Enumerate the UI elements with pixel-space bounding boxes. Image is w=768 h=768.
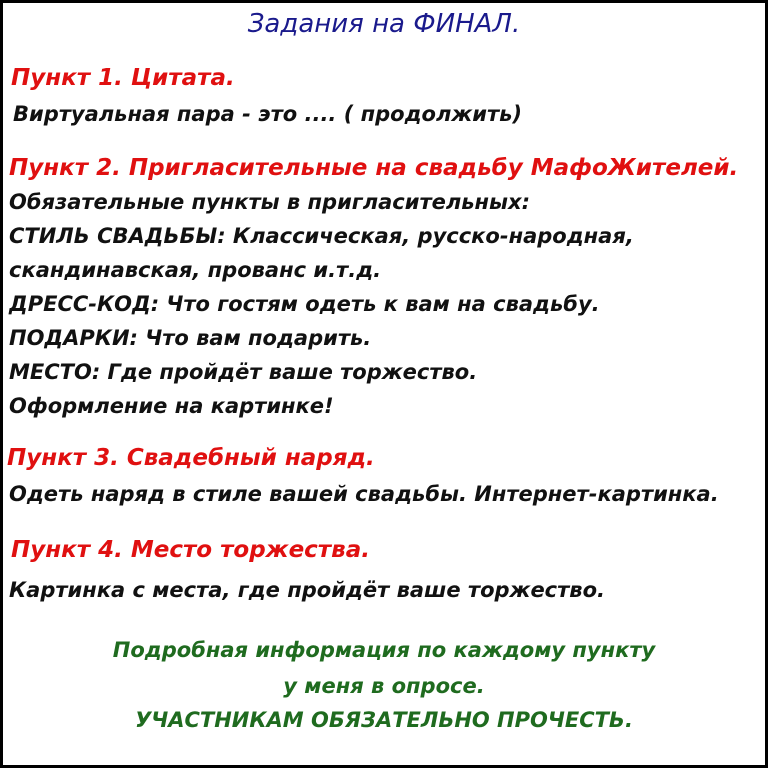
section-2-line-7: Оформление на картинке!	[9, 394, 334, 418]
section-3-line-1: Одеть наряд в стиле вашей свадьбы. Интернет-картинка.	[9, 482, 719, 506]
section-2-heading: Пункт 2. Пригласительные на свадьбу МафоЖителей.	[9, 155, 739, 181]
footer-line-1: Подробная информация по каждому пункту	[112, 638, 656, 662]
section-2-line-2: СТИЛЬ СВАДЬБЫ: Классическая, русско-народная,	[9, 224, 634, 248]
section-4-line-1: Картинка с места, где пройдёт ваше торжество.	[9, 578, 605, 602]
section-2-line-5: ПОДАРКИ: Что вам подарить.	[9, 326, 372, 350]
page-title: Задания на ФИНАЛ.	[247, 9, 521, 39]
footer-line-2: у меня в опросе.	[283, 674, 485, 698]
section-2-line-3: скандинавская, прованс и.т.д.	[9, 258, 382, 282]
section-1-heading: Пункт 1. Цитата.	[11, 65, 235, 91]
section-1-line-1: Виртуальная пара - это .... ( продолжить)	[13, 102, 523, 126]
section-2-line-1: Обязательные пункты в пригласительных:	[9, 190, 530, 214]
section-4-heading: Пункт 4. Место торжества.	[11, 537, 370, 563]
section-2-line-6: МЕСТО: Где пройдёт ваше торжество.	[9, 360, 478, 384]
section-2-line-4: ДРЕСС-КОД: Что гостям одеть к вам на свадьбу.	[9, 292, 600, 316]
section-3-heading: Пункт 3. Свадебный наряд.	[7, 445, 375, 471]
footer-line-3: УЧАСТНИКАМ ОБЯЗАТЕЛЬНО ПРОЧЕСТЬ.	[135, 708, 633, 732]
